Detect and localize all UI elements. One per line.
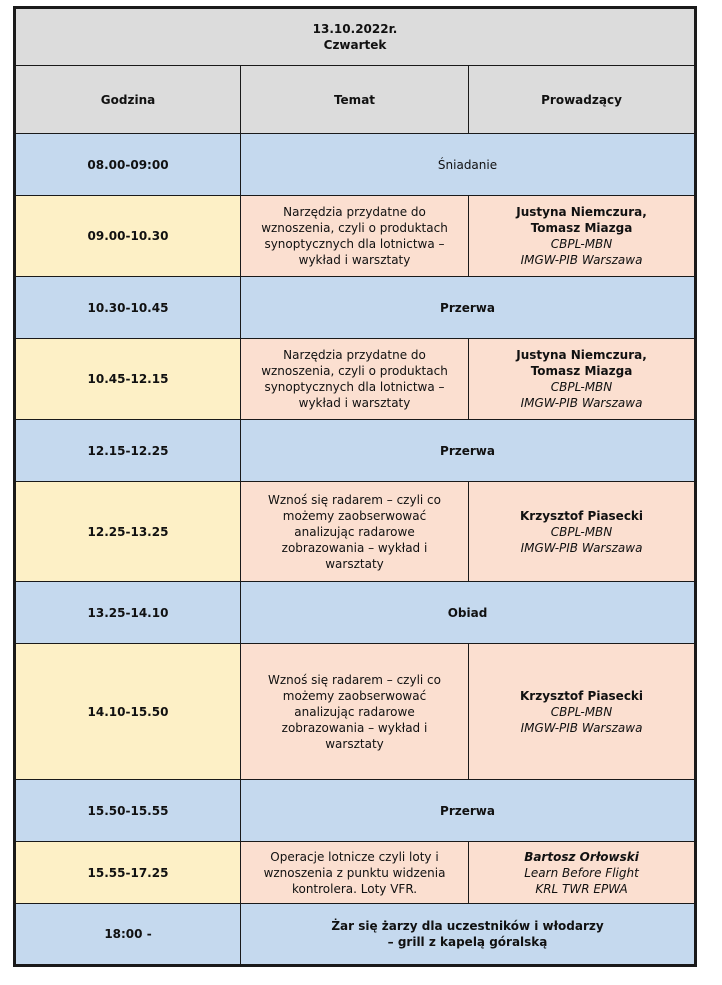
- topic-cell: [241, 482, 469, 582]
- topic-line: zobrazowania – wykład i: [281, 720, 428, 735]
- date-text: 13.10.2022r.: [312, 22, 398, 36]
- lead-name: Krzysztof Piasecki: [520, 688, 644, 703]
- schedule-row: [15, 277, 696, 339]
- time-cell: 18:00 -: [15, 904, 241, 966]
- topic-line: wznoszenia, czyli o produktach: [261, 221, 448, 235]
- topic-line: synoptycznych dla lotnictwa –: [264, 237, 445, 251]
- lead-affiliation: Learn Before Flight: [524, 865, 639, 880]
- time-cell: 10.45-12.15: [15, 339, 241, 420]
- schedule-row: [15, 904, 696, 966]
- topic-cell: [241, 196, 469, 277]
- event-cell: [241, 904, 696, 966]
- lead-name: Justyna Niemczura,: [516, 205, 647, 219]
- date-header: [15, 8, 696, 66]
- event-line: – grill z kapelą góralską: [387, 935, 548, 949]
- time-cell: 13.25-14.10: [15, 582, 241, 644]
- date-header-row: [15, 8, 696, 66]
- topic-line: wykład i warsztaty: [298, 396, 411, 410]
- column-header-lead: Prowadzący: [469, 66, 696, 134]
- time-cell: 14.10-15.50: [15, 644, 241, 780]
- break-cell: Przerwa: [241, 277, 696, 339]
- lead-affiliation: CBPL-MBN: [550, 704, 613, 719]
- lead-name: Tomasz Miazga: [530, 364, 633, 378]
- topic-line: warsztaty: [325, 556, 384, 571]
- time-cell: 12.25-13.25: [15, 482, 241, 582]
- topic-line: wznoszenia z punktu widzenia: [263, 865, 446, 880]
- topic-line: synoptycznych dla lotnictwa –: [264, 380, 445, 394]
- topic-cell: [241, 842, 469, 904]
- break-cell: Przerwa: [241, 420, 696, 482]
- schedule-row: [15, 842, 696, 904]
- lead-affiliation: KRL TWR EPWA: [535, 881, 628, 896]
- topic-line: analizując radarowe: [294, 524, 415, 539]
- lead-cell: [469, 196, 696, 277]
- topic-line: możemy zaobserwować: [282, 508, 427, 523]
- topic-line: analizując radarowe: [294, 704, 415, 719]
- column-header-time: Godzina: [15, 66, 241, 134]
- schedule-row: [15, 420, 696, 482]
- lead-cell: [469, 842, 696, 904]
- topic-line: warsztaty: [325, 736, 384, 751]
- lead-affiliation: CBPL-MBN: [550, 380, 613, 394]
- lead-cell: [469, 482, 696, 582]
- lead-affiliation: IMGW-PIB Warszawa: [520, 720, 643, 735]
- schedule-table: [13, 6, 697, 967]
- event-line: Żar się żarzy dla uczestników i włodarzy: [331, 919, 604, 933]
- topic-line: zobrazowania – wykład i: [281, 540, 428, 555]
- schedule-row: [15, 196, 696, 277]
- lead-name: Krzysztof Piasecki: [520, 508, 644, 523]
- lead-cell: [469, 644, 696, 780]
- topic-line: wykład i warsztaty: [298, 253, 411, 267]
- break-cell: Przerwa: [241, 780, 696, 842]
- lead-name: Bartosz Orłowski: [524, 849, 639, 864]
- time-cell: 12.15-12.25: [15, 420, 241, 482]
- topic-line: możemy zaobserwować: [282, 688, 427, 703]
- day-text: Czwartek: [323, 38, 387, 52]
- lead-name: Tomasz Miazga: [530, 221, 633, 235]
- schedule-row: [15, 339, 696, 420]
- lead-affiliation: IMGW-PIB Warszawa: [520, 396, 643, 410]
- lead-affiliation: CBPL-MBN: [550, 237, 613, 251]
- time-cell: 09.00-10.30: [15, 196, 241, 277]
- time-cell: 15.50-15.55: [15, 780, 241, 842]
- topic-cell: [241, 339, 469, 420]
- column-header-topic: Temat: [241, 66, 469, 134]
- lead-affiliation: CBPL-MBN: [550, 524, 613, 539]
- break-cell: Obiad: [241, 582, 696, 644]
- schedule-row: [15, 482, 696, 582]
- topic-cell: [241, 644, 469, 780]
- topic-line: Narzędzia przydatne do: [283, 205, 426, 219]
- column-header-row: [15, 66, 696, 134]
- lead-name: Justyna Niemczura,: [516, 348, 647, 362]
- topic-line: Operacje lotnicze czyli loty i: [270, 849, 439, 864]
- schedule-row: [15, 780, 696, 842]
- topic-line: Wznoś się radarem – czyli co: [267, 492, 441, 507]
- topic-line: kontrolera. Loty VFR.: [291, 881, 418, 896]
- schedule-row: [15, 582, 696, 644]
- time-cell: 15.55-17.25: [15, 842, 241, 904]
- topic-line: Narzędzia przydatne do: [283, 348, 426, 362]
- topic-line: Wznoś się radarem – czyli co: [267, 672, 441, 687]
- schedule-row: [15, 134, 696, 196]
- time-cell: 10.30-10.45: [15, 277, 241, 339]
- schedule-row: [15, 644, 696, 780]
- topic-line: wznoszenia, czyli o produktach: [261, 364, 448, 378]
- time-cell: 08.00-09:00: [15, 134, 241, 196]
- lead-cell: [469, 339, 696, 420]
- lead-affiliation: IMGW-PIB Warszawa: [520, 253, 643, 267]
- lead-affiliation: IMGW-PIB Warszawa: [520, 540, 643, 555]
- break-cell: Śniadanie: [241, 134, 696, 196]
